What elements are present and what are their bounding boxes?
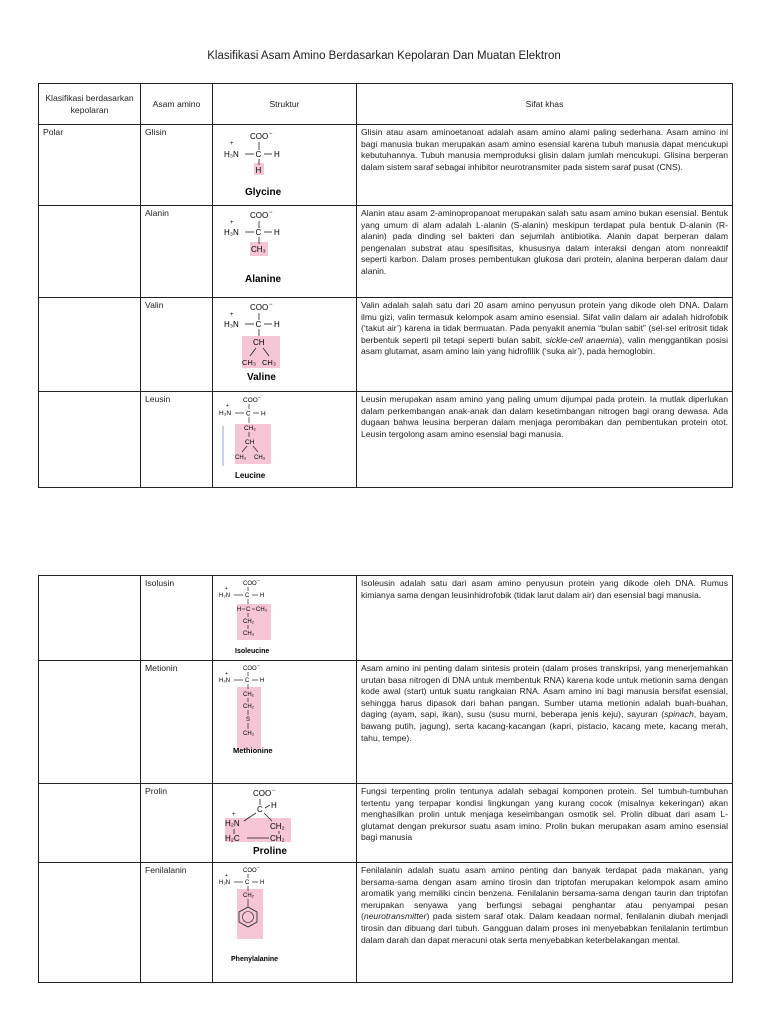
svg-text:H₂N: H₂N [225,819,240,828]
table-row [39,576,733,661]
svg-text:H: H [261,410,266,418]
svg-text:C: C [246,410,251,418]
structure-label: Leucine [235,471,266,480]
svg-text:CH₂: CH₂ [270,834,285,843]
structure-label: Phenylalanine [231,956,279,963]
svg-text:COO: COO [250,303,269,312]
property-description: Alanin atau asam 2-aminopropanoat merupakan salah satu asam amino bukan esensial. Bentuk yang umum di alam adalah L-alanin (S-alanin) meskipun terdapat pula bentuk D-alanin (R-alanin) pada dinding sel bakteri dan sejumlah antibiotika. Alanin dapat berperan dalam pengenalan substrat atau spesifisitas, khususnya dalam interaksi dengan atom nonreaktif seperti karbon. Dalam proses pembentukan glukosa dari protein, alanina berperan dalam daur alanin. [357,206,733,298]
svg-text:H: H [271,801,277,810]
svg-text:CH₃: CH₃ [256,607,268,613]
structure-cell [213,392,357,488]
svg-text:CH₃: CH₃ [235,455,247,461]
property-description: Asam amino ini penting dalam sintesis protein (dalam proses transkripsi, yang menerjemahkan urutan basa nitrogen di DNA untuk membentuk RNA) karena kode untuk metionin sama dengan kode awal (start) untuk suatu rangkaian RNA. Asam amino ini bagi manusia bersifat esensial, sehingga harus dipasok dari bahan pangan. Sumber utama metionin adalah buah-buahan, daging (ayam, sapi, ikan), susu (susu murni, beberapa jenis keju), sayuran (spinach, bayam, bawang putih, jagung), serta kacang-kacangan (kapri, pistacio, kacang mete, kacang merah, tahu, tempe). [357,661,733,784]
amino-acid-name: Prolin [141,784,213,863]
property-description: Leusin merupakan asam amino yang paling umum dijumpai pada protein. Ia mutlak diperlukan dalam perkembangan anak-anak dan dalam kesetimbangan nitrogen bagi orang dewasa. Ada dugaan bahwa leusina berperan dalam menjaga perombakan dan pembentukan protein otot. Leusin tergolong asam amino esensial bagi manusia. [357,392,733,488]
svg-text:CH₂: CH₂ [243,893,254,899]
structure-cell [213,125,357,206]
row-classification: Polar [39,125,141,206]
table-row [39,392,733,488]
svg-text:H: H [274,150,280,159]
glycine-structure-diagram [217,127,347,201]
structure-label: Isoleucine [235,648,270,655]
svg-text:+: + [225,671,228,677]
svg-text:C: C [257,805,263,814]
property-description: Fungsi terpenting prolin tentunya adalah sebagai komponen protein. Sel tumbuh-tumbuhan tertentu yang terpapar kondisi lingkungan yang kurang cocok (misalnya kekeringan) akan menghasilkan prolin untuk menjaga keseimbangan osmotik sel. Prolin dibuat dari asam L-glutamat dengan prekursor suatu asam imino. Prolin bukan merupakan asam amino esensial bagi manusia [357,784,733,863]
svg-text:+: + [232,812,236,818]
svg-text:COO: COO [250,211,269,220]
svg-text:CH₃: CH₃ [262,358,276,367]
structure-label: Alanine [245,274,282,285]
svg-text:COO: COO [243,666,257,672]
table-row [39,125,733,206]
amino-acid-name: Fenilalanin [141,863,213,983]
svg-text:C: C [255,150,262,159]
svg-text:H₃N: H₃N [219,880,231,886]
svg-text:−: − [257,865,260,871]
header-struktur: Struktur [213,84,357,125]
header-sifat-khas: Sifat khas [357,84,733,125]
structure-cell [213,206,357,298]
table-row [39,863,733,983]
amino-acid-name: Alanin [141,206,213,298]
svg-text:CH: CH [245,439,255,446]
svg-text:H₃N: H₃N [224,228,239,237]
amino-acid-name: Isolusin [141,576,213,661]
phenylalanine-structure-diagram [217,865,347,977]
svg-text:CH₂: CH₂ [243,704,254,710]
svg-text:CH₃: CH₃ [243,731,255,737]
svg-text:−: − [269,131,273,137]
svg-text:CH₃: CH₃ [242,358,256,367]
svg-text:CH₂: CH₂ [243,619,254,625]
svg-text:+: + [225,586,228,592]
svg-text:+: + [230,220,234,226]
svg-text:CH₃: CH₃ [254,455,266,461]
document-title: Klasifikasi Asam Amino Berdasarkan Kepolaran Dan Muatan Elektron [207,50,561,62]
header-asam-amino: Asam amino [141,84,213,125]
structure-cell [213,298,357,392]
structure-cell [213,661,357,784]
svg-text:CH: CH [253,338,265,347]
row-classification [39,576,141,661]
svg-text:COO: COO [250,132,269,141]
structure-label: Valine [247,372,276,383]
structure-label: Methionine [233,746,273,755]
svg-text:−: − [269,210,273,216]
amino-acid-name: Valin [141,298,213,392]
svg-text:COO: COO [253,789,272,798]
svg-text:H₃N: H₃N [224,150,239,159]
svg-text:CH₂: CH₂ [244,425,256,432]
svg-text:H₂C: H₂C [225,834,240,843]
svg-text:H: H [260,880,265,886]
svg-text:+: + [226,403,229,409]
methionine-structure-diagram [217,663,347,779]
svg-text:H₃N: H₃N [224,320,239,329]
svg-text:C: C [255,320,262,329]
row-classification [39,206,141,298]
structure-label: Glycine [245,187,282,198]
svg-text:COO: COO [243,397,258,404]
svg-text:−: − [272,788,276,794]
svg-text:+: + [230,312,234,318]
svg-text:H₃N: H₃N [219,410,232,417]
row-classification [39,784,141,863]
table-row [39,661,733,784]
svg-text:−: − [269,302,273,308]
svg-text:C: C [246,607,251,613]
table-header-row [39,84,733,125]
svg-text:H: H [260,593,265,599]
property-description: Isoleusin adalah satu dari asam amino penyusun protein yang dikode oleh DNA. Rumus kimianya sama dengan leusinhidrofobik (tidak larut dalam air) dan esensial bagi manusia. [357,576,733,661]
svg-text:H: H [274,320,280,329]
svg-text:C: C [245,593,250,599]
svg-text:H₃N: H₃N [219,593,231,599]
svg-text:CH₃: CH₃ [251,245,266,254]
table-row [39,784,733,863]
svg-text:CH₂: CH₂ [243,692,254,698]
svg-text:−: − [257,663,260,669]
valine-structure-diagram [217,300,347,386]
svg-text:CH₂: CH₂ [270,822,285,831]
property-description: Fenilalanin adalah suatu asam amino penting dan banyak terdapat pada makanan, yang bersama-sama dengan asam amino tirosin dan triptofan merupakan kelompok asam amino aromatik yang memiliki cincin benzena. Fenilalanin bersama-sama dengan taurin dan triptofan merupakan senyawa yang berfungsi sebagai penghantar atau penyampai pesan (neurotransmitter) pada sistem saraf otak. Dalam keadaan normal, fenilalanin diubah menjadi tirosin dan dibuang dari tubuh. Gangguan dalam proses ini menyebabkan fenilalanin tertimbun dalam darah dan dapat meracuni otak serta menyebabkan keterbelakangan mental. [357,863,733,983]
amino-acid-name: Glisin [141,125,213,206]
svg-text:COO: COO [243,868,257,874]
table-row [39,298,733,392]
row-classification [39,863,141,983]
property-description: Valin adalah salah satu dari 20 asam amino penyusun protein yang dikode oleh DNA. Dalam ilmu gizi, valin termasuk kelompok asam amino esensial. Sifat valin dalam air adalah hidrofobik (‘takut air’) karena ia tidak bermuatan. Pada penyakit anemia “bulan sabit” (sel-sel eritrosit tidak berbentuk seperti pil tetapi seperti bulan sabit, sickle-cell anaemia), valin menggantikan posisi asam glutamat, asam amino lain yang hidrofilik (‘suka air’), pada hemoglobin. [357,298,733,392]
svg-text:C: C [255,228,262,237]
row-classification [39,298,141,392]
row-classification [39,661,141,784]
svg-text:H: H [274,228,280,237]
svg-text:CH₃: CH₃ [243,631,255,637]
row-classification [39,392,141,488]
leucine-structure-diagram [217,394,347,482]
structure-cell [213,784,357,863]
property-description: Glisin atau asam aminoetanoat adalah asam amino alami paling sederhana. Asam amino ini bagi manusia bukan merupakan asam amino esensial karena tubuh manusia dapat mencukupi kebutuhannya. Tubuh manusia memproduksi glisin dalam jumlah mencukupi. Glisina berperan dalam sistem saraf sebagai inhibitor neurotransmiter pada sistem saraf pusat (CNS). [357,125,733,206]
svg-text:COO: COO [243,581,257,587]
structure-label: Proline [253,846,287,857]
svg-text:H: H [255,166,262,175]
svg-text:H₃N: H₃N [219,678,231,684]
header-klasifikasi: Klasifikasi berdasarkan kepolaran [39,84,141,125]
svg-text:−: − [257,578,260,584]
svg-text:H: H [237,607,242,613]
proline-structure-diagram [217,786,347,858]
isoleucine-structure-diagram [217,578,347,656]
structure-cell [213,863,357,983]
svg-text:C: C [245,880,250,886]
table-row [39,206,733,298]
svg-text:H: H [260,678,265,684]
svg-text:−: − [258,395,261,401]
structure-cell [213,576,357,661]
svg-text:+: + [230,141,234,147]
svg-text:S: S [246,717,251,723]
svg-text:+: + [225,873,228,879]
alanine-structure-diagram [217,208,347,292]
amino-acid-table-page-1 [38,83,733,488]
amino-acid-name: Leusin [141,392,213,488]
amino-acid-table-page-2 [38,575,733,983]
svg-text:C: C [245,678,250,684]
amino-acid-name: Metionin [141,661,213,784]
